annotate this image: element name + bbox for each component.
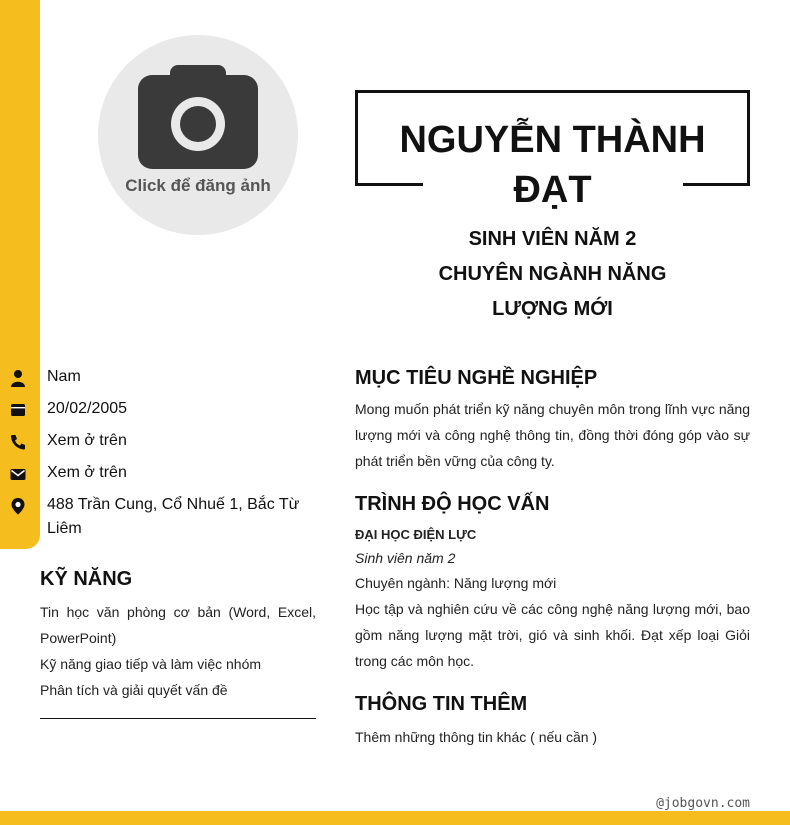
location-icon	[9, 497, 27, 515]
photo-upload-label: Click để đăng ảnh	[125, 176, 271, 195]
education-description: Học tập và nghiên cứu về các công nghệ năng lượng mới, bao gồm năng lượng mặt trời, gió và sinh khối. Đạt xếp loại Giỏi trong các môn học.	[355, 601, 750, 669]
extra-text: Thêm những thông tin khác ( nếu cần )	[355, 729, 598, 745]
objective-title: MỤC TIÊU NGHỀ NGHIỆP	[355, 367, 598, 389]
phone-icon	[9, 433, 27, 451]
skill-item: Phân tích và giải quyết vấn đề	[40, 682, 228, 698]
mail-icon	[9, 465, 27, 483]
footer-accent-bar	[0, 811, 790, 825]
camera-icon	[138, 65, 258, 169]
candidate-role: SINH VIÊN NĂM 2 CHUYÊN NGÀNH NĂNG LƯỢNG MỚI	[438, 228, 667, 320]
profile-photo-upload[interactable]	[98, 35, 298, 235]
extra-title: THÔNG TIN THÊM	[355, 693, 528, 715]
education-year: Sinh viên năm 2	[355, 550, 456, 566]
watermark: @jobgovn.com	[656, 796, 750, 811]
skill-item: Tin học văn phòng cơ bản (Word, Excel, PowerPoint)	[40, 604, 316, 646]
calendar-icon	[9, 401, 27, 419]
person-icon	[9, 369, 27, 387]
skill-item: Kỹ năng giao tiếp và làm việc nhóm	[40, 656, 262, 672]
skills-title: KỸ NĂNG	[40, 568, 133, 590]
education-major: Chuyên ngành: Năng lượng mới	[355, 575, 557, 591]
education-title: TRÌNH ĐỘ HỌC VẤN	[355, 493, 550, 515]
objective-text: Mong muốn phát triển kỹ năng chuyên môn trong lĩnh vực năng lượng mới và công nghệ thông tin, đồng thời đóng góp vào sự phát triển bền vững của công ty.	[355, 401, 750, 469]
education-school: ĐẠI HỌC ĐIỆN LỰC	[355, 527, 477, 542]
skills-divider	[40, 718, 316, 719]
candidate-name: NGUYỄN THÀNH ĐẠT	[399, 119, 706, 211]
